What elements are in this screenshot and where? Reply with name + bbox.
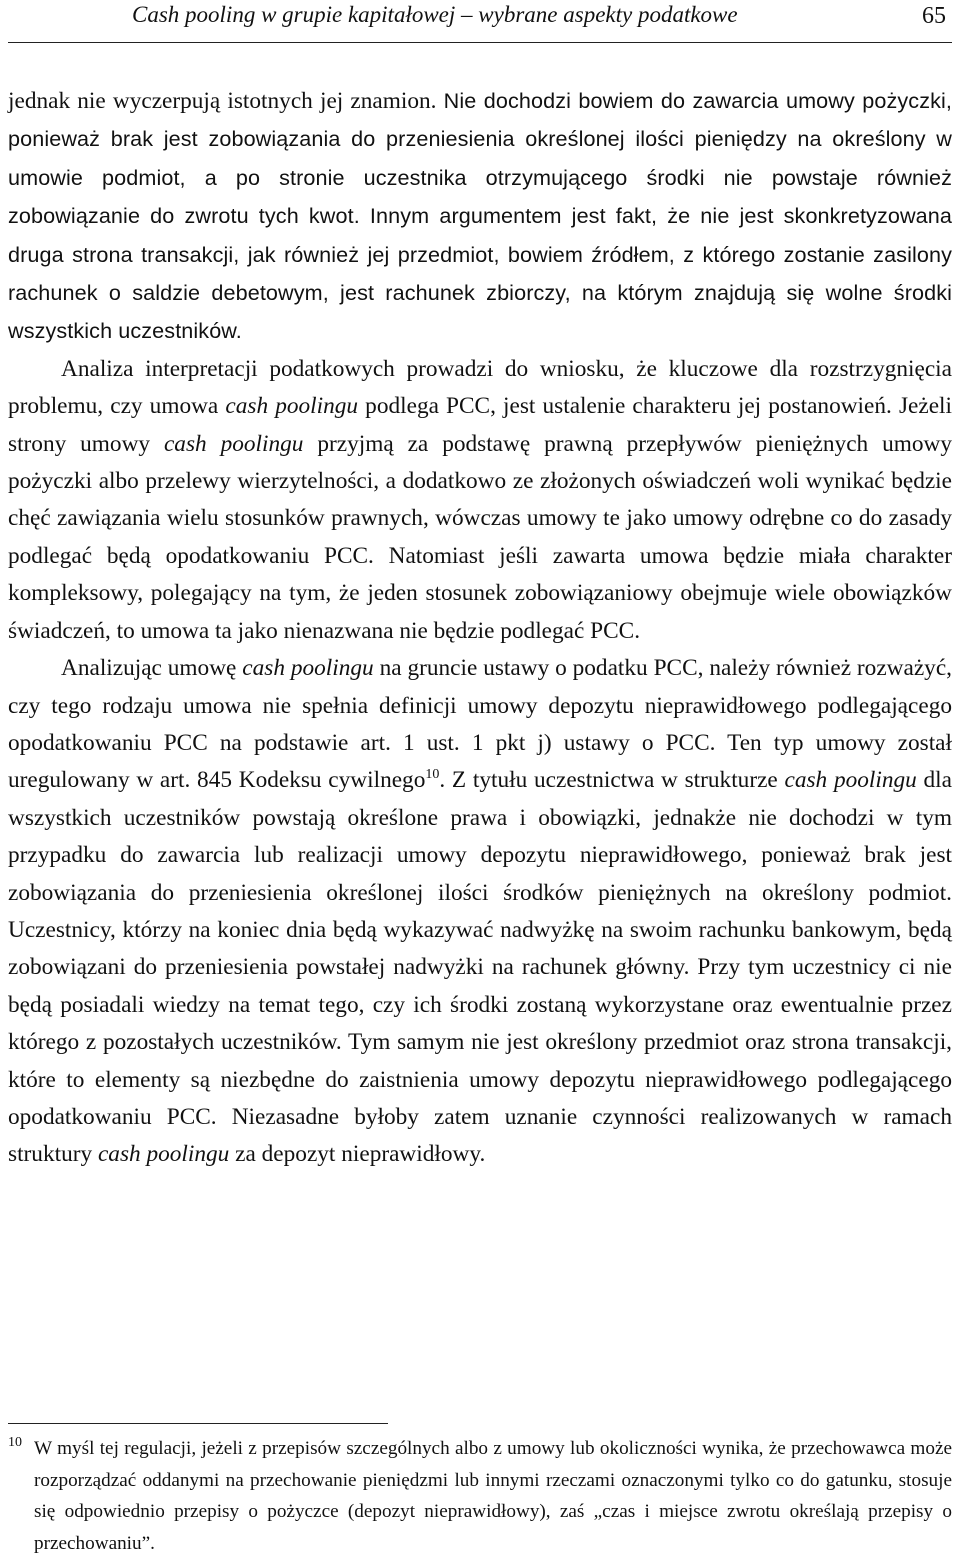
page-number: 65 <box>922 3 946 29</box>
paragraph-2-text-a: Analiza interpretacji podatkowych prowadzi do wniosku, że kluczowe dla rozstrzygnięcia problemu, czy umowa <box>8 355 952 420</box>
footnote-number: 10 <box>8 1435 22 1450</box>
footnote-reference: 10 <box>425 767 440 783</box>
paragraph-1-text-b: Nie dochodzi bowiem do zawarcia umowy pożyczki, ponieważ brak jest zobowiązania do przeniesienia określonej ilości pieniędzy na określony w umowie podmiot, a po stronie uczestnika otrzymującego środki nie powstaje również zobowiązanie do zwrotu tych kwot. <box>8 88 952 229</box>
paragraph-3-text-f: dla wszystkich uczestników powstają określone prawa i obowiązki, jednakże nie dochodzi w tym przypadku do zawarcia lub realizacji umowy depozytu nieprawidłowego, ponieważ brak jest zobowiązania do przeniesienia określonej ilości środków pieniężnych na określony podmiot. Uczestnicy, którzy na koniec dnia będą wykazywać nadwyżkę na swoim rachunku bankowym, będą zobowiązani do przeniesienia powstałej nadwyżki na rachunek główny. Przy tym uczestnicy ci nie będą posiadali wiedzy na temat tego, czy ich środki zostaną wykorzystane oraz ewentualnie przez którego z pozostałych uczestników. Tym samym nie jest określony przedmiot oraz strona transakcji, które to elementy są niezbędne do zaistnienia umowy depozytu nieprawidłowego podlegającego opodatkowaniu PCC. Niezasadne byłoby zatem uznanie czynności realizowanych w ramach struktury <box>8 767 952 1168</box>
body-text <box>8 82 952 1174</box>
paragraph-2-term-1: cash poolingu <box>225 393 359 420</box>
footnote <box>8 1433 952 1559</box>
paragraph-3-text-a: Analizując umowę <box>61 655 243 682</box>
paragraph-2-text-e: przyjmą za podstawę prawną przepływów pieniężnych umowy pożyczki albo przelewy wierzytelności, a dodatkowo ze złożonych oświadczeń woli wynikać będzie chęć zawiązania wielu stosunków prawnych, wówczas umowy te jako umowy odrębne co do zasady podlegać będą opodatkowaniu PCC. Natomiast jeśli zawarta umowa będzie miała charakter kompleksowy, polegający na tym, że jeden stosunek zobowiązaniowy obejmuje wiele obowiązków świadczeń, to umowa ta jako nienazwana nie będzie podlegać PCC. <box>8 430 952 644</box>
running-title: Cash pooling w grupie kapitałowej – wybrane aspekty podatkowe <box>132 2 738 27</box>
paragraph-3 <box>8 650 952 1174</box>
paragraph-2-text-c: podlega PCC, jest ustalenie charakteru jej postanowień. Jeżeli strony umowy <box>8 393 952 457</box>
paragraph-2 <box>8 351 952 650</box>
paragraph-1-text-c: Innym argumentem jest fakt, że nie jest skonkretyzowana druga strona transakcji, jak również jej przedmiot, bowiem źródłem, z którego zostanie zasilony rachunek o saldzie debetowym, jest rachunek zbiorczy, na którym znajdują się wolne środki wszystkich uczestników. <box>8 203 952 344</box>
footnote-text: W myśl tej regulacji, jeżeli z przepisów szczególnych albo z umowy lub okoliczności wynika, że przechowawca może rozporządzać oddanymi na przechowanie pieniędzmi lub innymi rzeczami oznaczonymi tylko co do gatunku, stosuje się odpowiednio przepisy o pożyczce (depozyt nieprawidłowy), zaś „czas i miejsce zwrotu określają przepisy o przechowaniu”. <box>34 1438 952 1554</box>
paragraph-1 <box>8 82 952 351</box>
footnote-divider <box>8 1423 388 1424</box>
paragraph-3-term-1: cash poolingu <box>242 655 374 682</box>
paragraph-2-term-2: cash poolingu <box>163 430 304 457</box>
paragraph-3-text-h: za depozyt nieprawidłowy. <box>229 1141 486 1168</box>
paragraph-3-text-c: na gruncie ustawy o podatku PCC, należy również rozważyć, czy tego rodzaju umowa nie spełnia definicji umowy depozytu nieprawidłowego podlegającego opodatkowaniu PCC na podstawie art. 1 ust. 1 pkt j) ustawy o PCC. Ten typ umowy został uregulowany w art. 845 Kodeksu cywilnego <box>8 655 952 794</box>
running-header <box>8 0 952 43</box>
paragraph-1-text-a: jednak nie wyczerpują istotnych jej znamion. <box>8 88 444 114</box>
paragraph-3-term-3: cash poolingu <box>97 1141 230 1168</box>
paragraph-3-term-2: cash poolingu <box>784 767 917 794</box>
paragraph-3-text-d: . Z tytułu uczestnictwa w strukturze <box>439 767 785 794</box>
